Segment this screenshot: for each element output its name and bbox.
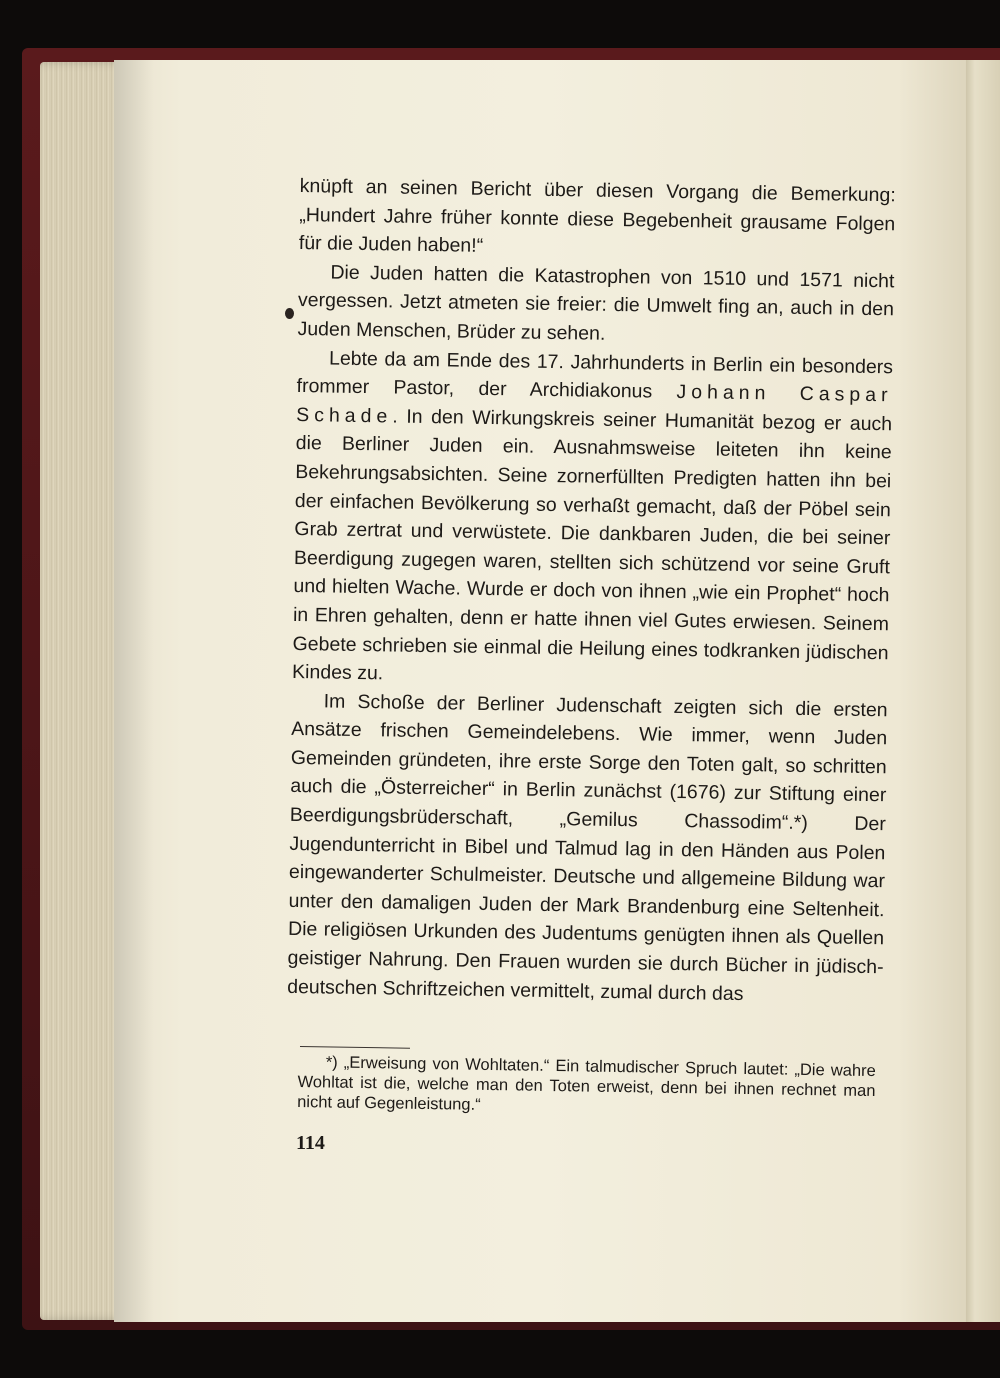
footnote — [297, 1052, 876, 1121]
ink-mark — [285, 308, 294, 319]
spaced-name: Johann Caspar Schade — [296, 381, 893, 428]
paragraph-3-start: Lebte da am Ende des 17. Jahrhunderts in Berlin ein besonders frommer Pastor, der Archidiakonus — [296, 347, 894, 404]
spine-shadow — [114, 60, 154, 1322]
body-text — [287, 172, 896, 1010]
footnote-text: *) „Erweisung von Wohltaten.“ Ein talmudischer Spruch lautet: „Die wahre Wohltat ist die, welche man den Toten erweist, denn bei ihnen rechnet man nicht auf Gegenleistung.“ — [297, 1053, 876, 1114]
paragraph-4: Im Schoße der Berliner Judenschaft zeigten sich die ersten Ansätze frischen Gemeindelebens. Wie immer, wenn Juden Gemeinden gründeten, ihre erste Sorge den Toten galt, so schritten auch die „Österreicher“ in Berlin zunächst (1676) zur Stiftung einer Beerdigungsbrüderschaft, „Gemilus Chassodim“.*) Der Jugendunterricht in Bibel und Talmud lag in den Händen aus Polen eingewanderter Schulmeister. Deutsche und allgemeine Bildung war unter den damaligen Juden der Mark Brandenburg eine Seltenheit. Die religiösen Urkunden des Judentums genügten ihnen als Quellen geistiger Nahrung. Den Frauen wurden sie durch Bücher in jüdisch-deutschen Schriftzeichen vermittelt, zumal durch das — [287, 690, 888, 1005]
paragraph-1: knüpft an seinen Bericht über diesen Vorgang die Bemerkung:„Hundert Jahre früher konnte diese Begebenheit grausame Folgen für die Juden haben!“ — [298, 174, 896, 258]
next-page-edge — [964, 60, 1000, 1322]
paragraph-2: Die Juden hatten die Katastrophen von 1510 und 1571 nicht vergessen. Jetzt atmeten sie freier: die Umwelt fing an, auch in den Juden Menschen, Brüder zu sehen. — [297, 261, 895, 345]
page-number: 114 — [296, 1132, 325, 1154]
paragraph-3-end: . In den Wirkungskreis seiner Humanität bezog er auch die Berliner Juden ein. Ausnahmsweise leiteten ihn keine Bekehrungsabsichten. Seine zornerfüllten Predigten hatten ihn bei der einfachen Bevölkerung so verhaßt gemacht, daß der Pöbel sein Grab zertrat und verwüstete. Die dankbaren Juden, die bei seiner Beerdigung zugegen waren, stellten sich schützend vor seine Gruft und hielten Wache. Wurde er doch von ihnen „wie ein Prophet“ hoch in Ehren gehalten, denn er hatte ihnen viel Gutes erwiesen. Seinem Gebete schrieben sie einmal die Heilung eines todkranken jüdischen Kindes zu. — [291, 405, 893, 685]
paragraph-3 — [292, 344, 893, 696]
